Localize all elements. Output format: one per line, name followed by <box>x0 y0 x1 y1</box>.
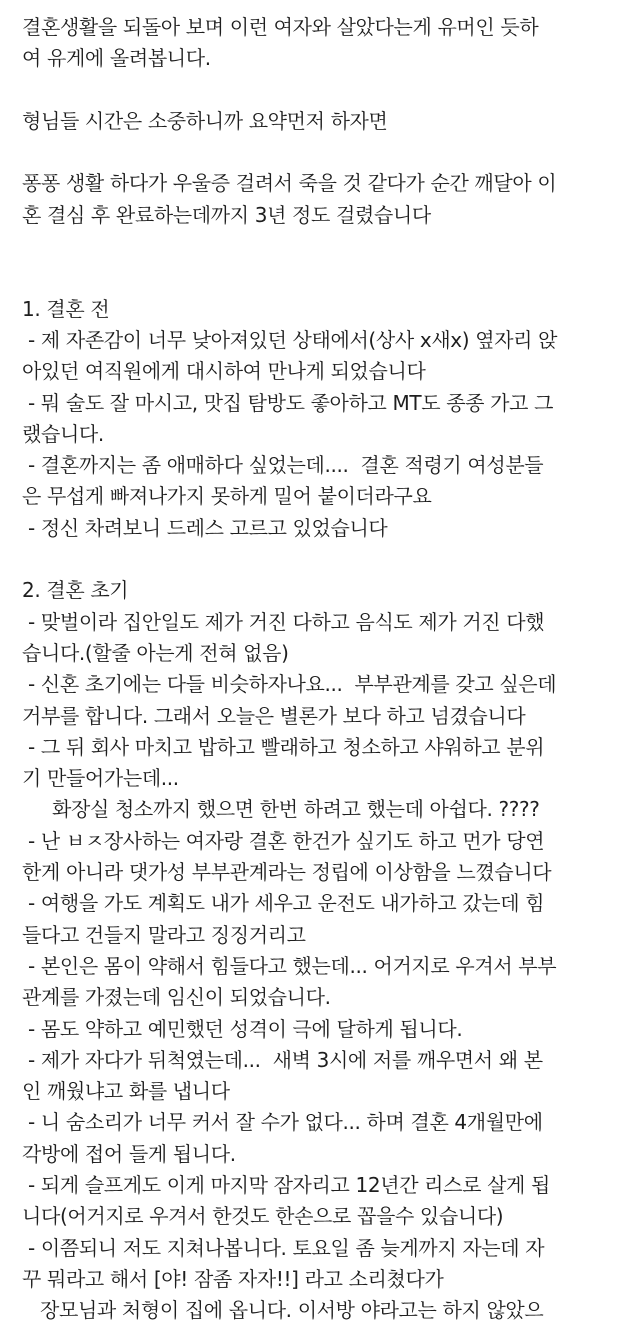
text-line: - 정신 차려보니 드레스 고르고 있었습니다 <box>22 515 388 540</box>
text-line: 아있던 여직원에게 대시하여 만나게 되었습니다 <box>22 359 426 384</box>
text-line: 각방에 접어 들게 됩니다. <box>22 1141 236 1166</box>
text-line <box>22 544 626 575</box>
text-line: - 이쯤되니 저도 지쳐나봅니다. 토요일 좀 늦게까지 자는데 자 <box>22 1235 545 1260</box>
text-line <box>22 137 626 168</box>
text-line: 형님들 시간은 소중하니까 요약먼저 하자면 <box>22 108 388 133</box>
text-line: - 그 뒤 회사 마치고 밥하고 빨래하고 청소하고 샤워하고 분위 <box>22 734 545 759</box>
text-line: 화장실 청소까지 했으면 한번 하려고 했는데 아쉽다. ???? <box>22 797 540 822</box>
text-line: - 제가 자다가 뒤척였는데... 새벽 3시에 저를 깨우면서 왜 본 <box>22 1047 543 1072</box>
text-line: 랬습니다. <box>22 421 104 446</box>
text-line: - 뭐 술도 잘 마시고, 맛집 탐방도 좋아하고 MT도 종종 가고 그 <box>22 390 554 415</box>
text-line: 장모님과 처형이 집에 옵니다. 이서방 야라고는 하지 않았으 <box>22 1298 544 1323</box>
text-line: 한게 아니라 댓가성 부부관계라는 정립에 이상함을 느꼈습니다 <box>22 860 552 885</box>
text-line: 여 유게에 올려봅니다. <box>22 46 211 71</box>
text-line: 2. 결혼 초기 <box>22 578 129 603</box>
text-line: 혼 결심 후 완료하는데까지 3년 정도 걸렸습니다 <box>22 202 431 227</box>
text-line: - 되게 슬프게도 이게 마지막 잠자리고 12년간 리스로 살게 됩 <box>22 1172 550 1197</box>
text-line: 들다고 건들지 말라고 징징거리고 <box>22 922 306 947</box>
post-body <box>22 12 626 1344</box>
text-line: 니다(어거지로 우겨서 한것도 한손으로 꼽을수 있습니다) <box>22 1204 504 1229</box>
cropped-line <box>22 1326 626 1344</box>
text-line: - 여행을 가도 계획도 내가 세우고 운전도 내가하고 갔는데 힘 <box>22 891 545 916</box>
text-line: - 몸도 약하고 예민했던 성격이 극에 달하게 됩니다. <box>22 1016 463 1041</box>
text-line: 인 깨웠냐고 화를 냅니다 <box>22 1079 230 1104</box>
text-line: 은 무섭게 빠져나가지 못하게 밀어 붙이더라구요 <box>22 484 432 509</box>
text-line <box>22 75 626 106</box>
text-line: - 난 ㅂㅈ장사하는 여자랑 결혼 한건가 싶기도 하고 먼가 당연 <box>22 828 545 853</box>
text-line: - 맞벌이라 집안일도 제가 거진 다하고 음식도 제가 거진 다했 <box>22 609 545 634</box>
text-line: 관계를 가졌는데 임신이 되었습니다. <box>22 985 331 1010</box>
text-line: 습니다.(할줄 아는게 전혀 없음) <box>22 640 289 665</box>
text-line: - 니 숨소리가 너무 커서 잘 수가 없다... 하며 결혼 4개월만에 <box>22 1110 543 1135</box>
text-line: 결혼생활을 되돌아 보며 이런 여자와 살았다는게 유머인 듯하 <box>22 15 539 39</box>
text-line <box>22 231 626 262</box>
text-line: 기 만들어가는데... <box>22 766 179 791</box>
text-line: - 결혼까지는 좀 애매하다 싶었는데.... 결혼 적령기 여성분들 <box>22 453 544 478</box>
text-line: 퐁퐁 생활 하다가 우울증 걸려서 죽을 것 같다가 순간 깨달아 이 <box>22 171 557 196</box>
text-line: - 신혼 초기에는 다들 비슷하자나요... 부부관계를 갖고 싶은데 <box>22 672 557 697</box>
text-line <box>22 262 626 293</box>
text-line: 꾸 뭐라고 해서 [야! 잠좀 자자!!] 라고 소리쳤다가 <box>22 1266 444 1291</box>
text-line: - 본인은 몸이 약해서 힘들다고 했는데... 어거지로 우겨서 부부 <box>22 953 557 978</box>
text-line: 거부를 합니다. 그래서 오늘은 별론가 보다 하고 넘겼습니다 <box>22 703 526 728</box>
text-line: 1. 결혼 전 <box>22 296 110 321</box>
text-line: - 제 자존감이 너무 낮아져있던 상태에서(상사 x새x) 옆자리 앉 <box>22 327 558 352</box>
